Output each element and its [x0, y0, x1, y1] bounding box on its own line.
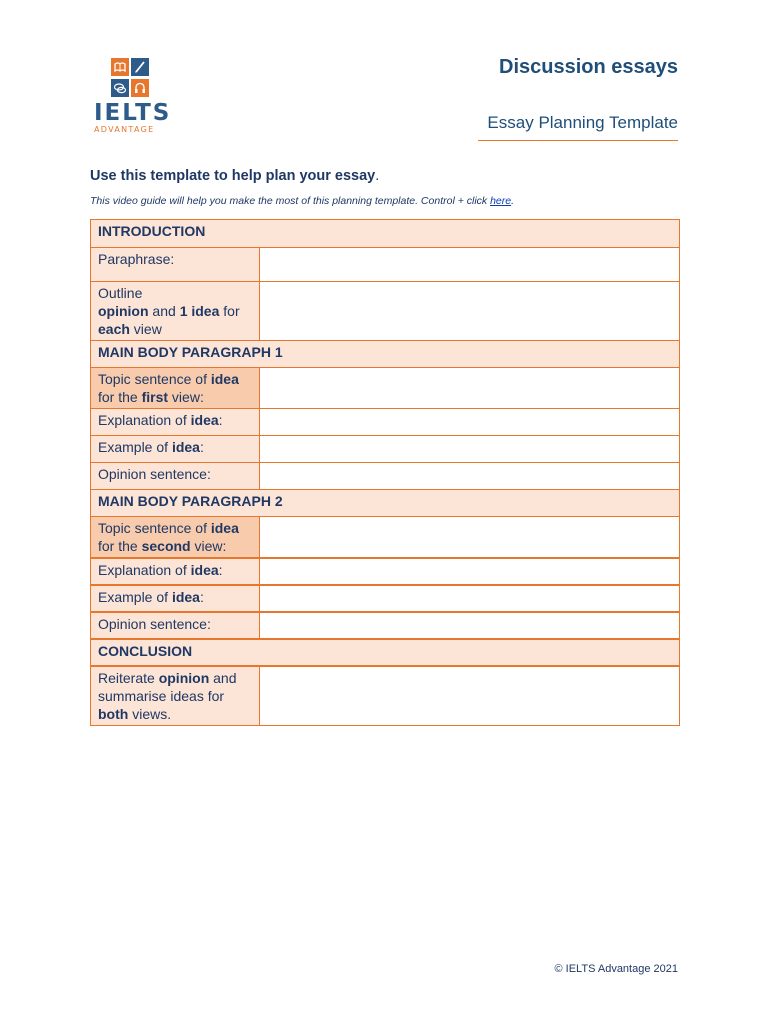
- logo-subtitle: ADVANTAGE: [94, 125, 155, 134]
- table-row: [91, 409, 680, 436]
- table-row: [91, 639, 680, 666]
- example-label-2: Example of idea:: [91, 585, 260, 612]
- section-heading-body-1: MAIN BODY PARAGRAPH 1: [91, 341, 680, 368]
- table-row: [91, 368, 680, 409]
- explanation-entry-cell-1[interactable]: [260, 409, 680, 436]
- table-row: [91, 463, 680, 490]
- table-row: [91, 220, 680, 248]
- video-guide-text: This video guide will help you make the most of this planning template. Control + click here.: [90, 195, 515, 207]
- example-entry-cell-2[interactable]: [260, 585, 680, 612]
- document-subtitle: Essay Planning Template: [487, 113, 678, 132]
- instruction-text: Use this template to help plan your essay.: [90, 168, 380, 184]
- explanation-label-2: Explanation of idea:: [91, 558, 260, 585]
- table-row: [91, 490, 680, 517]
- outline-label: Outline opinion and 1 idea for each view: [91, 282, 260, 341]
- section-heading-body-2: MAIN BODY PARAGRAPH 2: [91, 490, 680, 517]
- header-divider: [478, 140, 678, 141]
- essay-planning-table: [90, 219, 680, 726]
- topic-sentence-first-label: Topic sentence of idea for the first view:: [91, 368, 260, 409]
- logo-wordmark: IELTS: [94, 100, 172, 126]
- topic-sentence-second-entry-cell[interactable]: [260, 517, 680, 559]
- table-row: [91, 341, 680, 368]
- paraphrase-label: Paraphrase:: [91, 248, 260, 282]
- video-guide-link[interactable]: here: [490, 195, 512, 207]
- table-row: [91, 282, 680, 341]
- document-title: Discussion essays: [499, 56, 678, 78]
- table-row: [91, 585, 680, 612]
- table-row: [91, 517, 680, 559]
- paraphrase-entry-cell[interactable]: [260, 248, 680, 282]
- book-icon: [111, 58, 129, 76]
- section-heading-conclusion: CONCLUSION: [91, 639, 680, 666]
- ielts-advantage-logo: [92, 58, 174, 134]
- headphones-icon: [131, 79, 149, 97]
- explanation-entry-cell-2[interactable]: [260, 558, 680, 585]
- table-row: [91, 666, 680, 726]
- topic-sentence-second-label: Topic sentence of idea for the second view:: [91, 517, 260, 559]
- opinion-sentence-label-2: Opinion sentence:: [91, 612, 260, 639]
- explanation-label-1: Explanation of idea:: [91, 409, 260, 436]
- example-label-1: Example of idea:: [91, 436, 260, 463]
- pen-icon: [131, 58, 149, 76]
- opinion-sentence-entry-cell-1[interactable]: [260, 463, 680, 490]
- section-heading-introduction: INTRODUCTION: [91, 220, 680, 248]
- table-row: [91, 248, 680, 282]
- example-entry-cell-1[interactable]: [260, 436, 680, 463]
- opinion-sentence-label-1: Opinion sentence:: [91, 463, 260, 490]
- speech-icon: [111, 79, 129, 97]
- topic-sentence-first-entry-cell[interactable]: [260, 368, 680, 409]
- copyright-footer: © IELTS Advantage 2021: [554, 963, 678, 975]
- reiterate-entry-cell[interactable]: [260, 666, 680, 726]
- table-row: [91, 436, 680, 463]
- outline-entry-cell[interactable]: [260, 282, 680, 341]
- reiterate-label: Reiterate opinion and summarise ideas for both views.: [91, 666, 260, 726]
- table-row: [91, 558, 680, 585]
- table-row: [91, 612, 680, 639]
- opinion-sentence-entry-cell-2[interactable]: [260, 612, 680, 639]
